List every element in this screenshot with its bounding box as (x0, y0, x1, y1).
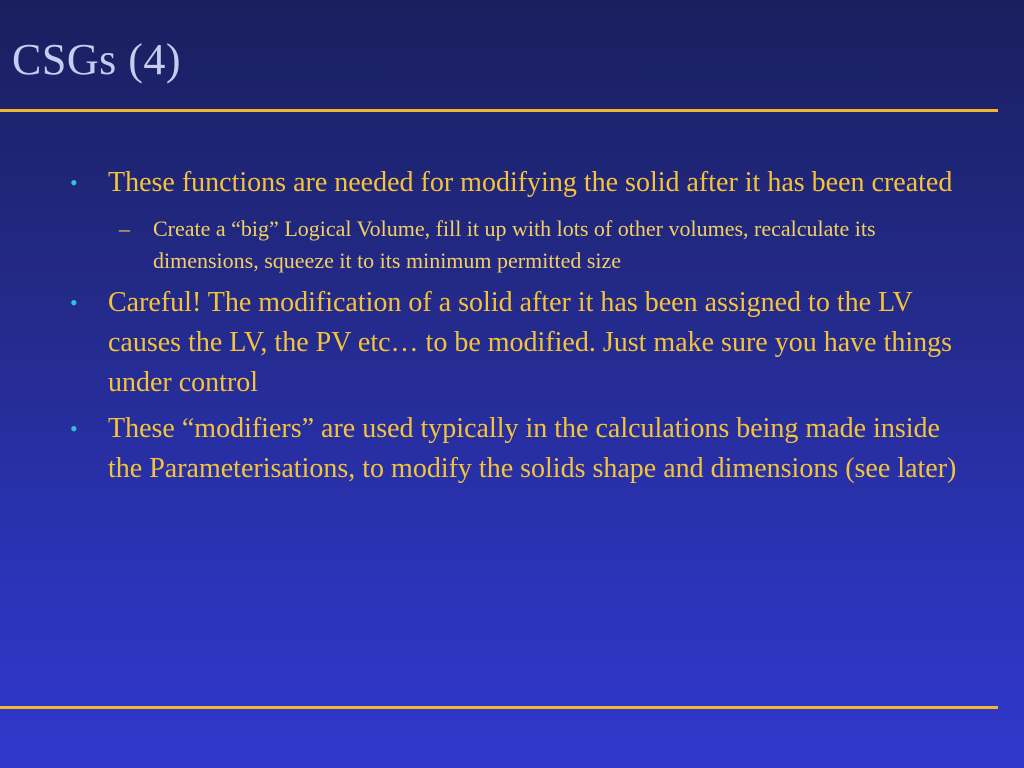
slide-title: CSGs (4) (12, 35, 182, 84)
bullet-dot-icon: • (70, 170, 78, 195)
sub-bullet-item (113, 213, 968, 277)
bullet-dot-icon: • (70, 290, 78, 315)
sub-bullet-dash-icon: – (119, 216, 130, 241)
bottom-divider (0, 706, 998, 709)
bullet-item (68, 409, 968, 489)
bullet-text: These functions are needed for modifying the solid after it has been created (108, 167, 953, 198)
bullet-text: These “modifiers” are used typically in the calculations being made inside the Parameterisations, to modify the solids shape and dimensions (see later) (108, 413, 957, 484)
sub-bullet-text: Create a “big” Logical Volume, fill it up with lots of other volumes, recalculate its dimensions, squeeze it to its minimum permitted size (153, 216, 876, 273)
top-divider (0, 109, 998, 112)
bullet-dot-icon: • (70, 416, 78, 441)
bullet-item (68, 163, 968, 203)
bullet-text: Careful! The modification of a solid after it has been assigned to the LV causes the LV, the PV etc… to be modified. Just make sure you have things under control (108, 287, 953, 398)
bullet-item (68, 283, 968, 403)
slide-content (68, 163, 968, 495)
